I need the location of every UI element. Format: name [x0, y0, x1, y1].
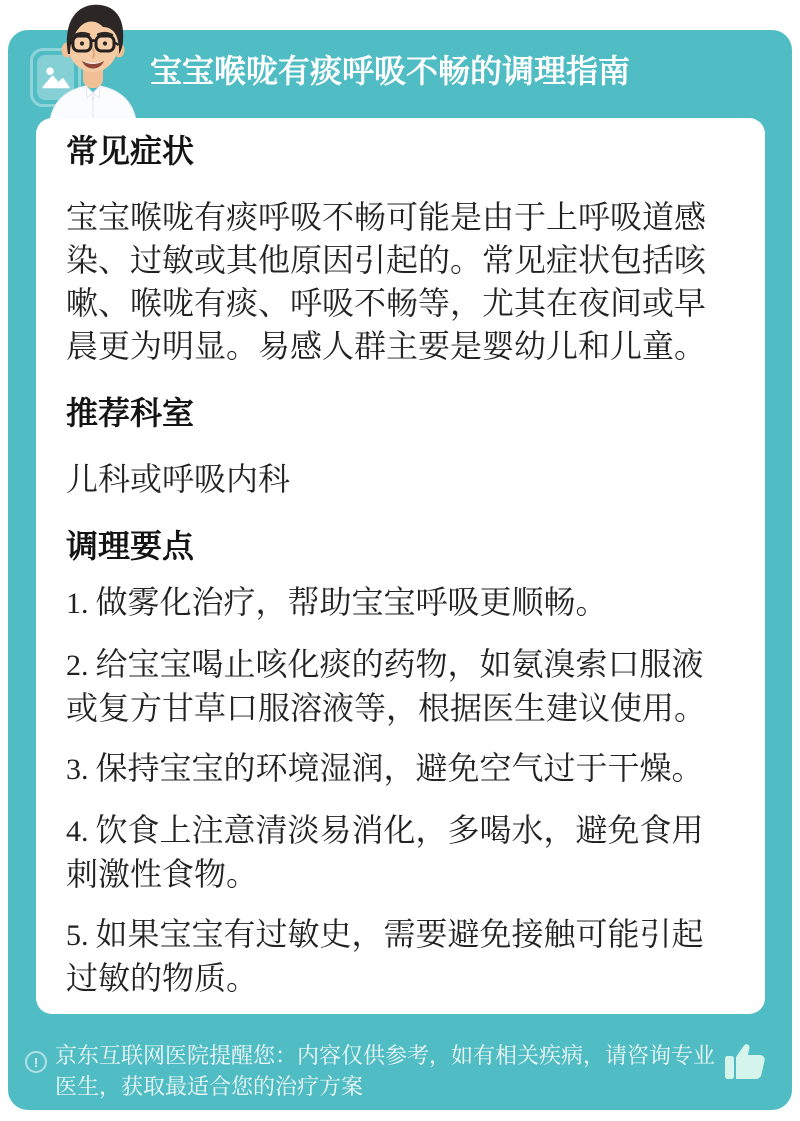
- info-circle-icon: !: [25, 1051, 47, 1073]
- list-item-number: 2.: [66, 649, 89, 682]
- list-item-text: 如果宝宝有过敏史，需要避免接触可能引起过敏的物质。: [66, 916, 704, 996]
- list-item-text: 给宝宝喝止咳化痰的药物，如氨溴索口服液或复方甘草口服溶液等，根据医生建议使用。: [66, 646, 707, 726]
- list-item: [66, 809, 735, 895]
- list-item-text: 饮食上注意清淡易消化，多喝水，避免食用刺激性食物。: [66, 812, 704, 892]
- list-item: [66, 643, 735, 729]
- section-heading-symptoms: 常见症状: [66, 133, 195, 169]
- section-body-department: 儿科或呼吸内科: [66, 461, 291, 497]
- thumbs-up-icon[interactable]: [722, 1040, 768, 1082]
- list-item-text: 保持宝宝的环境湿润，避免空气过于干燥。: [95, 750, 704, 786]
- section-body-symptoms: 宝宝喉咙有痰呼吸不畅可能是由于上呼吸道感染、过敏或其他原因引起的。常见症状包括咳嗽、喉咙有痰、呼吸不畅等，尤其在夜间或早晨更为明显。易感人群主要是婴幼儿和儿童。: [66, 199, 707, 364]
- list-item: [66, 581, 735, 625]
- list-item-number: 4.: [66, 815, 89, 848]
- section-heading-department: 推荐科室: [66, 395, 195, 431]
- section-heading-care-points: 调理要点: [66, 528, 195, 564]
- list-item-number: 1.: [66, 587, 89, 620]
- list-item: [66, 913, 735, 999]
- page-title: 宝宝喉咙有痰呼吸不畅的调理指南: [150, 53, 631, 89]
- care-points-list: [66, 581, 735, 999]
- disclaimer-text: 京东互联网医院提醒您：内容仅供参考，如有相关疾病，请咨询专业医生，获取最适合您的治疗方案: [55, 1043, 716, 1099]
- list-item-number: 5.: [66, 919, 89, 952]
- list-item-text: 做雾化治疗，帮助宝宝呼吸更顺畅。: [95, 584, 608, 620]
- content-card: [36, 118, 765, 1014]
- list-item: [66, 747, 735, 791]
- list-item-number: 3.: [66, 753, 89, 786]
- doctor-avatar: [46, 2, 140, 120]
